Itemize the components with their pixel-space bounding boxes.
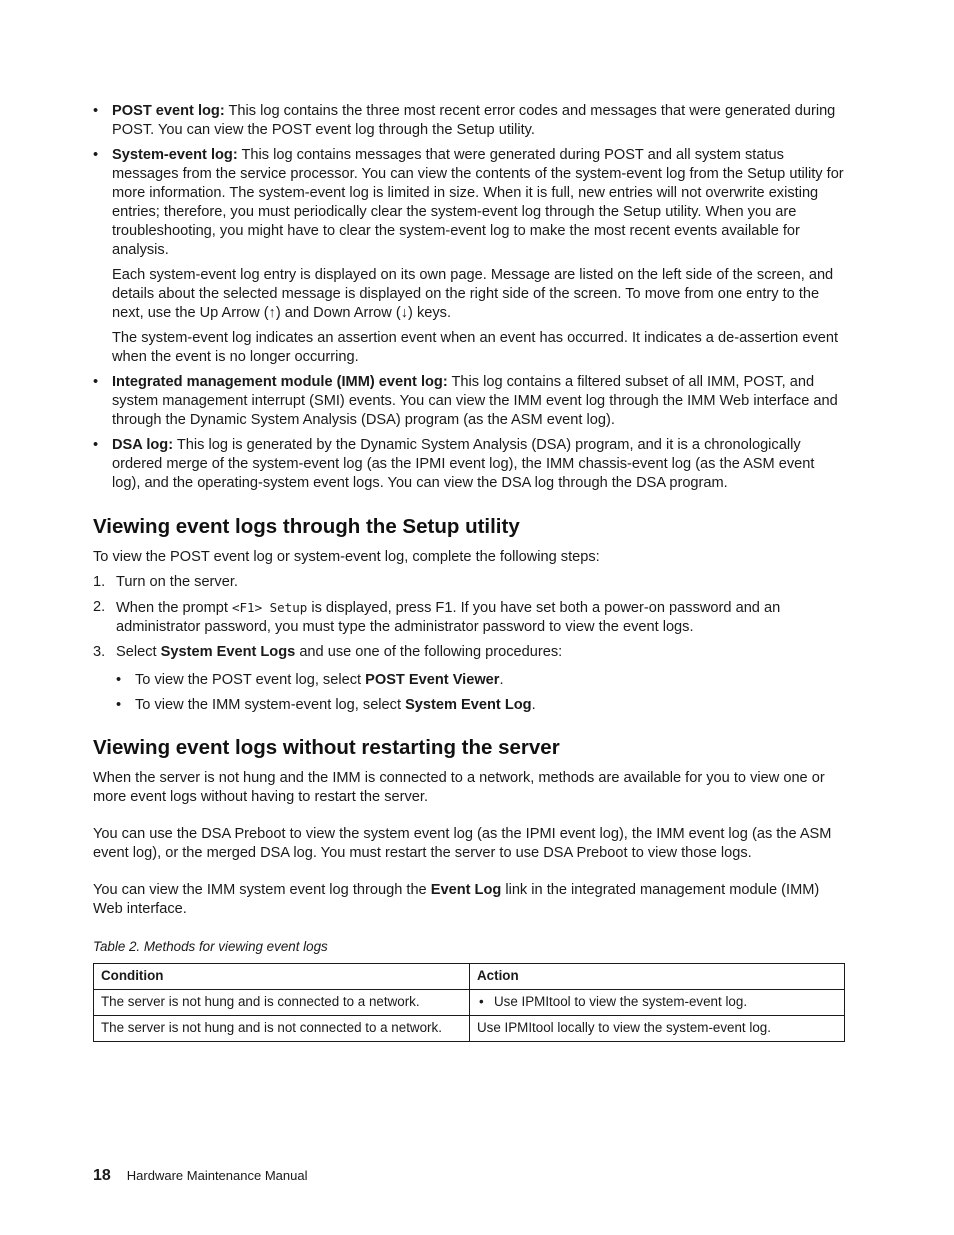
description: This log contains the three most recent error codes and messages that were generated during POST. You can view the POST event log through the Setup utility. [112, 103, 836, 138]
bullet-icon: • [93, 437, 99, 453]
sub-text: To view the IMM system-event log, select [135, 697, 406, 713]
term: POST event log: [112, 103, 225, 119]
list-item-imm-event-log [93, 373, 845, 430]
step-3 [93, 643, 845, 662]
link-name: Event Log [430, 882, 502, 898]
list-item-post-event-log [93, 102, 845, 140]
term: Integrated management module (IMM) event log: [112, 374, 448, 390]
step-text: When the prompt [116, 600, 232, 616]
step-2 [93, 598, 845, 637]
step-text: Select [116, 644, 161, 660]
page-number: 18 [93, 1167, 111, 1184]
section-heading-without-restarting: Viewing event logs without restarting the server [93, 736, 560, 759]
action-cell: Use IPMItool locally to view the system-event log. [470, 1016, 845, 1042]
step-text: and use one of the following procedures: [295, 644, 563, 660]
page-content [93, 102, 845, 1042]
sub-text: . [499, 672, 504, 688]
bullet-icon: • [93, 103, 99, 119]
description: This log contains a filtered subset of all IMM, POST, and system management interrupt (SMI) events. You can view the IMM event log through the IMM Web interface and through the Dynamic System Analysis (DSA) program (as the ASM event log). [112, 374, 838, 428]
system-event-log-detail: Each system-event log entry is displayed on its own page. Message are listed on the left side of the screen, and details about the selected message is displayed on the right side of the screen. To move from one entry to the next, use the Up Arrow (↑) and Down Arrow (↓) keys. [112, 267, 834, 321]
condition-cell: The server is not hung and is connected to a network. [94, 990, 470, 1016]
description: This log is generated by the Dynamic System Analysis (DSA) program, and it is a chronologically ordered merge of the system-event log (as the IPMI event log), the IMM chassis-event log (as the ASM event log), and the operating-system event logs. You can view the DSA log through the DSA program. [112, 437, 815, 491]
step-text: is displayed, press F1. If you have set both a power-on password and an administrator password, you must type the administrator password to view the event logs. [116, 600, 781, 635]
table-header-row [94, 964, 845, 990]
menu-name: System Event Log [405, 697, 532, 713]
step-number: 2. [93, 599, 106, 615]
paragraph [93, 881, 845, 919]
step-1 [93, 573, 845, 592]
menu-name: POST Event Viewer [365, 672, 500, 688]
sub-text: . [531, 697, 536, 713]
system-event-log-assertion: The system-event log indicates an assertion event when an event has occurred. It indicates a de-assertion event when the event is no longer occurring. [112, 330, 839, 365]
text: link in the integrated management module (IMM) Web interface. [93, 882, 820, 917]
list-item-system-event-log [93, 146, 845, 260]
bullet-icon: • [116, 672, 122, 688]
sub-text: To view the POST event log, select [135, 672, 366, 688]
header-condition: Condition [94, 964, 470, 990]
paragraph: You can use the DSA Preboot to view the system event log (as the IPMI event log), the IMM event log (as the ASM event log), or the merged DSA log. You must restart the server to use DSA Preboot to view those logs. [93, 826, 832, 861]
bullet-icon: • [479, 994, 484, 1009]
step-number: 3. [93, 644, 106, 660]
steps-list [93, 573, 845, 715]
table-row [94, 990, 845, 1016]
term: DSA log: [112, 437, 174, 453]
manual-title: Hardware Maintenance Manual [126, 1168, 308, 1183]
bullet-icon: • [93, 374, 99, 390]
paragraph: When the server is not hung and the IMM is connected to a network, methods are available for you to view one or more event logs without having to restart the server. [93, 770, 825, 805]
section-intro: To view the POST event log or system-event log, complete the following steps: [93, 549, 600, 565]
action-bullet [477, 993, 837, 1011]
methods-table [93, 963, 845, 1042]
header-action: Action [470, 964, 845, 990]
menu-name: System Event Logs [160, 644, 296, 660]
sub-list-item [93, 671, 845, 690]
step-text: Turn on the server. [116, 574, 238, 590]
bullet-icon: • [116, 697, 122, 713]
step-number: 1. [93, 574, 106, 590]
page-footer [93, 1166, 307, 1185]
action-text: Use IPMItool to view the system-event log. [494, 994, 748, 1009]
action-cell [470, 990, 845, 1016]
table-caption: Table 2. Methods for viewing event logs [93, 939, 328, 954]
text: You can view the IMM system event log through the [93, 882, 431, 898]
section-heading-setup-utility: Viewing event logs through the Setup utility [93, 515, 520, 538]
list-item-dsa-log [93, 436, 845, 493]
prompt-code: <F1> Setup [232, 600, 308, 615]
term: System-event log: [112, 147, 238, 163]
bullet-icon: • [93, 147, 99, 163]
sub-list-item [93, 696, 845, 715]
description: This log contains messages that were generated during POST and all system status messages from the service processor. You can view the contents of the system-event log from the Setup utility for more information. The system-event log is limited in size. When it is full, new entries will not overwrite existing entries; therefore, you must periodically clear the system-event log through the Setup utility. When you are troubleshooting, you might have to clear the system-event log to make the most recent events available for analysis. [112, 147, 844, 258]
condition-cell: The server is not hung and is not connected to a network. [94, 1016, 470, 1042]
table-row [94, 1016, 845, 1042]
